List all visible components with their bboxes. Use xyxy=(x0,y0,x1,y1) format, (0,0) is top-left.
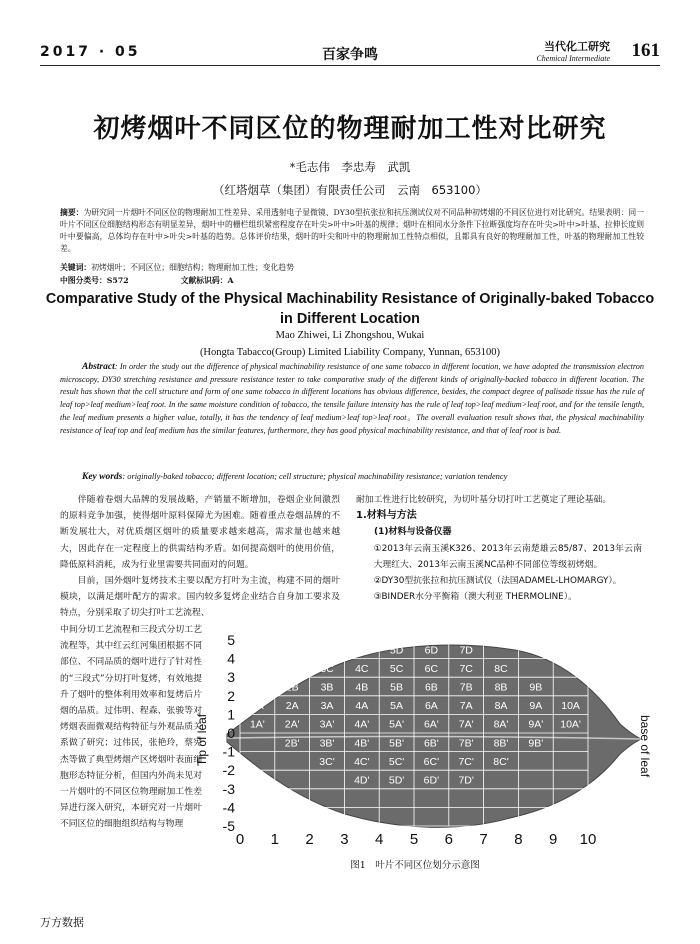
leaf-cell-label: 4C' xyxy=(354,755,370,768)
leaf-cell-label: 5A xyxy=(390,700,404,713)
leaf-cell-label: 6C' xyxy=(423,755,440,768)
leaf-cell-label: 6A xyxy=(424,700,438,713)
y-tick-label: 3 xyxy=(227,669,235,686)
abstract-cn-text: 为研究同一片烟叶不同区位的物理耐加工性差异、采用透射电子显微镜、DY30型抗张拉和抗压测试仪对不同品种初烤烟的不同区位进行对比研究。结果表明：同一叶片不同区位细胞结构形态有明显差异，烟叶中的栅栏组织紧密程度存在叶尖>叶中>叶基的规律；烟叶在相同水分条件下拉断强度均存在叶尖>叶中>叶基、拉伸长度则叶中要偏高，总体均存在叶中>叶尖>叶基的趋势。总体评价结果，烟叶的叶尖和叶中的物理耐加工性特点相似，且都具有良好的物理耐加工性，叶基的物理耐加工性较差。 xyxy=(60,208,645,253)
leaf-cell-label: 6D xyxy=(424,644,439,657)
abstract-en-text: : In order the study out the difference of physical machinability resistance of one same tobacco in different location, we have adopted the transmission electron microscopy, DY30 stretching resistance and pressure resistance tester to take comparative study of the different kinds of originally-backed tobacco in different location. The result has shown that the cell structure and form of one same tobacco in different locations has obvious difference, besides, the compact degree of palisade tissue has the rule of leaf top>leaf medium>leaf root. In the same moisture condition of tobacco, the tensile failure intensity has the rule of leaf top>leaf medium>leaf root, and for the tensile length, the leaf medium presents a higher value, totally, it has the tendency of leaf medium>leaf top>leaf root。The overall evaluation result shows that, the physical machinability resistance of leaf top and leaf medium has the similar features, furthermore, they has good physical machinability resistance, and that of leaf root is bad. xyxy=(60,362,644,435)
y-tick-label: 0 xyxy=(227,725,235,741)
material-item-2: ②DY30型抗张拉和抗压测试仪（法国ADAMEL-LHOMARGY）。 xyxy=(373,576,622,587)
x-tick-label: 3 xyxy=(340,831,349,848)
authors-en: Mao Zhiwei, Li Zhongshou, Wukai xyxy=(275,330,425,341)
subsection-heading-equipment: (1)材料与设备仪器 xyxy=(374,527,452,538)
abstract-cn-label: 摘要： xyxy=(60,208,84,217)
leaf-cell-label: 7B' xyxy=(458,737,474,750)
leaf-cell-label: 7D' xyxy=(458,774,474,787)
leaf-cell-label: 2B' xyxy=(284,737,300,750)
body-right-column xyxy=(356,492,642,605)
abstract-en xyxy=(60,361,644,437)
x-tick-label: 7 xyxy=(479,831,488,848)
leaf-cell-label: 9B xyxy=(529,681,543,694)
leaf-cell-label: 8B xyxy=(494,681,508,694)
leaf-cell-label: 4B xyxy=(355,681,369,694)
leaf-cell-label: 1A xyxy=(250,700,264,713)
leaf-cell-label: 5D' xyxy=(388,774,405,787)
footer-watermark: 万方数据 xyxy=(40,916,84,929)
leaf-cell-label: 4D' xyxy=(354,774,370,787)
issue-number: 2017 · 05 xyxy=(40,44,141,60)
doc-code-value: A xyxy=(227,276,234,285)
leaf-cell-label: 8C' xyxy=(493,755,509,768)
leaf-cell-label: 3C' xyxy=(319,755,335,768)
y-tick-label: -3 xyxy=(222,780,235,797)
leaf-cell-label: 5C xyxy=(389,662,404,675)
clc-value: S572 xyxy=(106,276,129,285)
leaf-cell-label: 3B' xyxy=(319,737,335,750)
leaf-cell-label: 7A' xyxy=(458,718,474,731)
leaf-cell-label: 3A' xyxy=(319,718,335,731)
leaf-cell-label: 7C' xyxy=(458,755,474,768)
y-tick-label: 1 xyxy=(227,706,235,723)
keywords-cn-label: 关键词： xyxy=(60,263,92,272)
figure-x-ticks xyxy=(236,831,597,848)
intro-paragraph-2-continued: 中间分切工艺流程和三段式分切工艺流程等，其中红云红河集团根据不同部位、不同品质的烟叶进行了针对性的“三段式”分切打叶复烤，有效地提升了烟叶的整体利用效率和复烤后片烟的品质。过伟明、程森、张骏等对烤烟表面微观结构特征与外观品质关系做了研究；过伟民，张艳玲，蔡宪杰等做了典型烤烟产区烤烟叶表面细胞形态特征分析，但国内外尚未见对一片烟叶的不同区位物理耐加工性差异进行深入研究，本研究对一片烟叶不同区位的细胞组织结构与物理 xyxy=(60,625,202,830)
leaf-cell-label: 9B' xyxy=(528,737,544,750)
intro-paragraph-1: 伴随着卷烟大品牌的发展战略，产销量不断增加，卷烟企业间激烈的原料竞争加强，使得烟叶原料保障尤为困难。随着重点卷烟品牌的不断发展壮大，对优质烟区烟叶的质量要求越来越高，需求量也越来越大，因此存在一定程度上的供需结构矛盾。如何提高烟叶的使用价值，降低原料消耗，成为行业里需要共同面对的问题。 xyxy=(60,495,340,570)
body-left-column xyxy=(60,492,340,622)
material-item-1: ①2013年云南玉溪K326、2013年云南楚雄云85/87、2013年云南大理红大、2013年云南玉溪NC品种不同部位等级初烤烟。 xyxy=(373,543,642,570)
leaf-cell-label: 4C xyxy=(355,662,369,675)
leaf-cell-label: 10A' xyxy=(560,718,581,731)
clc-label: 中图分类号： xyxy=(60,276,107,285)
leaf-cell-label: 8A' xyxy=(493,718,509,731)
leaf-cell-label: 5B xyxy=(390,681,404,694)
header-rule xyxy=(40,65,660,66)
affiliation-cn: （红塔烟草（集团）有限责任公司 云南 653100） xyxy=(213,183,487,197)
affiliation-en: (Hongta Tabacco(Group) Limited Liability Company, Yunnan, 653100) xyxy=(199,347,501,358)
leaf-cell-label: 3A xyxy=(320,700,334,713)
leaf-cell-label: 8A xyxy=(494,700,508,713)
abstract-cn xyxy=(60,207,644,255)
intro-paragraph-2: 目前，国外烟叶复烤技术主要以配方打叶为主流，构建不同的烟叶模块，以满足烟叶配方的需求。国内较多复烤企业结合自身加工要求及特点，分别采取了切尖打叶工艺流程、 xyxy=(60,576,340,619)
material-item-3: ③BINDER水分平衡箱（澳大利亚 THERMOLINE）。 xyxy=(373,592,577,603)
section-name: 百家争鸣 xyxy=(322,47,378,63)
x-tick-label: 8 xyxy=(514,831,523,848)
base-of-leaf-label: base of leaf xyxy=(638,714,652,778)
article-title-en: Comparative Study of the Physical Machinability Resistance of Originally-baked Tobacco in Different Location xyxy=(45,291,655,327)
keywords-cn-text: 初烤烟叶；不同区位；细胞结构；物理耐加工性；变化趋势 xyxy=(91,263,294,272)
keywords-en xyxy=(82,472,644,482)
keywords-en-text: : originally-baked tobacco; different location; cell structure; physical machinability resistance; variation tendency xyxy=(122,472,508,481)
classification-line xyxy=(60,275,644,287)
x-tick-label: 9 xyxy=(549,831,558,848)
leaf-cell-label: 4D xyxy=(355,644,369,657)
keywords-cn xyxy=(60,262,644,274)
leaf-cell-label: 4A' xyxy=(354,718,370,731)
x-tick-label: 0 xyxy=(235,831,245,848)
leaf-cell-label: 4A xyxy=(355,700,369,713)
y-tick-label: -1 xyxy=(222,743,235,760)
y-tick-label: -5 xyxy=(222,818,235,834)
leaf-cell-label: 5B' xyxy=(389,737,405,750)
y-tick-label: 5 xyxy=(227,632,235,648)
leaf-partition-figure xyxy=(195,628,655,854)
leaf-cell-label: 6B' xyxy=(423,737,439,750)
article-title-cn: 初烤烟叶不同区位的物理耐加工性对比研究 xyxy=(93,114,607,144)
leaf-cell-label: 7B xyxy=(459,681,473,694)
leaf-cell-label: 6B xyxy=(424,681,438,694)
doc-code-label: 文献标识码： xyxy=(180,276,228,285)
leaf-cell-label: 7C xyxy=(459,662,473,675)
leaf-cell-label: 7D xyxy=(459,644,473,657)
leaf-cell-label: 6A' xyxy=(423,718,439,731)
leaf-cell-label: 2A' xyxy=(284,718,300,731)
page-number: 161 xyxy=(631,40,660,61)
leaf-cell-label: 2B xyxy=(285,681,299,694)
right-paragraph-1: 耐加工性进行比较研究，为切叶基分切打叶工艺奠定了理论基础。 xyxy=(356,495,612,505)
leaf-cell-label: 8C xyxy=(494,662,508,675)
keywords-en-label: Key words xyxy=(82,472,123,482)
leaf-cell-label: 7A xyxy=(459,700,473,713)
leaf-cell-label: 2A xyxy=(285,700,299,713)
y-tick-label: 4 xyxy=(227,650,235,667)
abstract-en-label: Abstract xyxy=(82,362,115,372)
journal-name-cn: 当代化工研究 xyxy=(544,40,610,53)
section-heading-materials: 1.材料与方法 xyxy=(356,510,417,522)
leaf-cell-label: 9A' xyxy=(528,718,544,731)
leaf-cell-label: 8B' xyxy=(493,737,509,750)
journal-name-en: Chemical Intermediate xyxy=(536,54,610,63)
leaf-cell-label: 6C xyxy=(424,662,439,675)
leaf-cell-label: 5C' xyxy=(388,755,405,768)
tip-of-leaf-label: Tip of leaf xyxy=(195,713,209,767)
leaf-cell-label: 6D' xyxy=(423,774,440,787)
figure-y-ticks xyxy=(223,632,236,834)
leaf-cell-label: 3C xyxy=(320,662,334,675)
x-tick-label: 6 xyxy=(444,831,453,848)
y-tick-label: -2 xyxy=(222,762,235,779)
authors-cn: *毛志伟 李忠寿 武凯 xyxy=(289,160,411,174)
x-tick-label: 5 xyxy=(409,831,419,848)
y-tick-label: -4 xyxy=(222,799,235,816)
x-tick-label: 1 xyxy=(270,831,279,848)
leaf-cell-label: 10A xyxy=(561,700,580,713)
figure-caption: 图1 叶片不同区位划分示意图 xyxy=(350,860,480,871)
x-tick-label: 2 xyxy=(305,831,314,848)
leaf-cell-label: 3B xyxy=(320,681,334,694)
leaf-cell-label: 1A' xyxy=(249,718,265,731)
leaf-cell-label: 9A xyxy=(529,700,543,713)
x-tick-label: 10 xyxy=(579,831,597,848)
leaf-cell-label: 5A' xyxy=(389,718,405,731)
x-tick-label: 4 xyxy=(375,831,384,848)
leaf-cell-label: 5D xyxy=(389,644,404,657)
y-tick-label: 2 xyxy=(227,687,235,704)
leaf-cell-label: 4B' xyxy=(354,737,370,750)
